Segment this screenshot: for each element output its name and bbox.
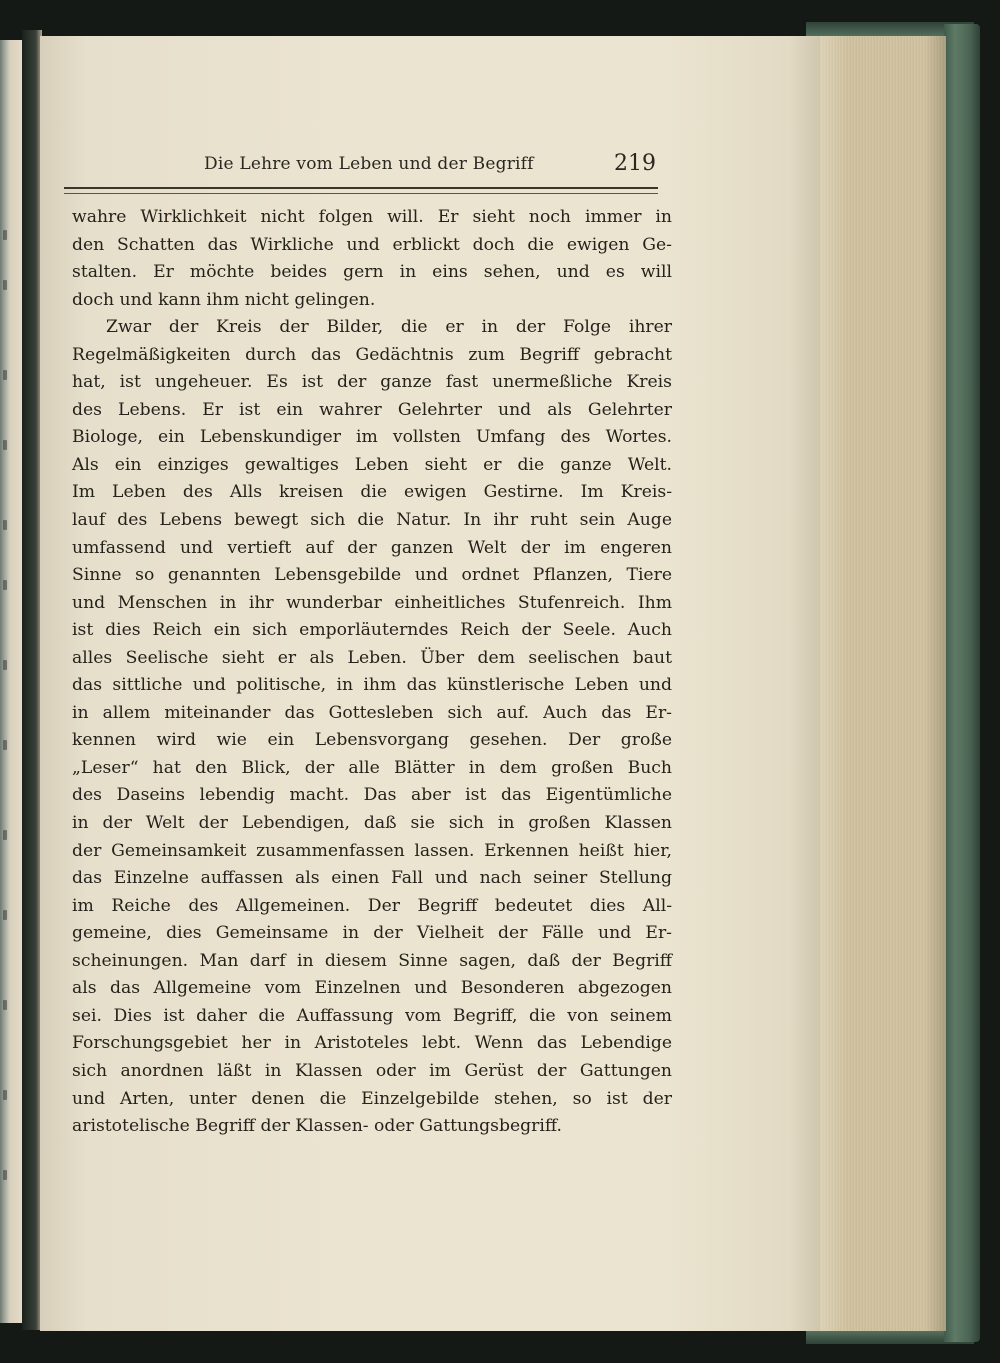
header-rule-thick [64, 187, 658, 189]
text-line: Als ein einziges gewaltiges Leben sieht er die ganze Welt. [72, 454, 672, 475]
text-line: ist dies Reich ein sich emporläuterndes Reich der Seele. Auch [72, 620, 672, 641]
text-line: scheinungen. Man darf in diesem Sinne sagen, daß der Begriff [72, 950, 672, 971]
running-head [64, 150, 658, 190]
text-line: aristotelische Begriff der Klassen- oder Gattungsbegriff. [72, 1116, 562, 1137]
text-line: gemeine, dies Gemeinsame in der Vielheit der Fälle und Er- [72, 923, 672, 944]
text-line: hat, ist ungeheuer. Es ist der ganze fast unermeßliche Kreis [72, 372, 672, 393]
text-line: des Lebens. Er ist ein wahrer Gelehrter und als Gelehrter [72, 399, 672, 420]
text-line: Biologe, ein Lebenskundiger im vollsten Umfang des Wortes. [72, 427, 672, 448]
text-line: sei. Dies ist daher die Auffassung vom Begriff, die von seinem [72, 1005, 672, 1026]
book-gutter [22, 30, 42, 1330]
text-line: und Menschen in ihr wunderbar einheitliches Stufenreich. Ihm [72, 592, 672, 613]
text-line: kennen wird wie ein Lebensvorgang gesehen. Der große [72, 730, 672, 751]
text-line: sich anordnen läßt in Klassen oder im Gerüst der Gattungen [72, 1060, 672, 1081]
text-line: den Schatten das Wirkliche und erblickt doch die ewigen Ge- [72, 234, 672, 255]
text-line: in der Welt der Lebendigen, daß sie sich in großen Klassen [72, 813, 672, 834]
cover-board [944, 24, 980, 1342]
text-line: „Leser“ hat den Blick, der alle Blätter in dem großen Buch [72, 757, 672, 778]
left-page-text-fragments [0, 40, 22, 1323]
text-line: das Einzelne auffassen als einen Fall und nach seiner Stellung [72, 868, 672, 889]
text-line: Zwar der Kreis der Bilder, die er in der Folge ihrer [106, 317, 672, 338]
text-line: wahre Wirklichkeit nicht folgen will. Er sieht noch immer in [72, 207, 672, 227]
text-line: Forschungsgebiet her in Aristoteles lebt. Wenn das Lebendige [72, 1033, 672, 1054]
text-line: Im Leben des Alls kreisen die ewigen Gestirne. Im Kreis- [72, 482, 672, 503]
text-line: und Arten, unter denen die Einzelgebilde stehen, so ist der [72, 1088, 672, 1109]
header-rule-thin [64, 193, 658, 194]
text-line: umfassend und vertieft auf der ganzen Welt der im engeren [72, 537, 672, 558]
text-line: im Reiche des Allgemeinen. Der Begriff bedeutet dies All- [72, 895, 672, 916]
text-line: in allem miteinander das Gottesleben sich auf. Auch das Er- [72, 702, 672, 723]
text-line: doch und kann ihm nicht gelingen. [72, 289, 376, 310]
text-line: Sinne so genannten Lebensgebilde und ordnet Pflanzen, Tiere [72, 565, 672, 586]
text-line: alles Seelische sieht er als Leben. Über dem seelischen baut [72, 647, 672, 668]
text-line: der Gemeinsamkeit zusammenfassen lassen. Erkennen heißt hier, [72, 840, 672, 861]
page-number: 219 [614, 151, 656, 176]
text-line: Regelmäßigkeiten durch das Gedächtnis zum Begriff gebracht [72, 344, 672, 365]
text-line: lauf des Lebens bewegt sich die Natur. In ihr ruht sein Auge [72, 510, 672, 531]
body-text [72, 204, 672, 1141]
page-block-shade [806, 36, 946, 1331]
text-line: als das Allgemeine vom Einzelnen und Besonderen abgezogen [72, 978, 672, 999]
text-line: das sittliche und politische, in ihm das künstlerische Leben und [72, 675, 672, 696]
text-line: des Daseins lebendig macht. Das aber ist das Eigentümliche [72, 785, 672, 806]
running-title: Die Lehre vom Leben und der Begriff [204, 154, 534, 174]
text-line: stalten. Er möchte beides gern in eins sehen, und es will [72, 262, 672, 283]
